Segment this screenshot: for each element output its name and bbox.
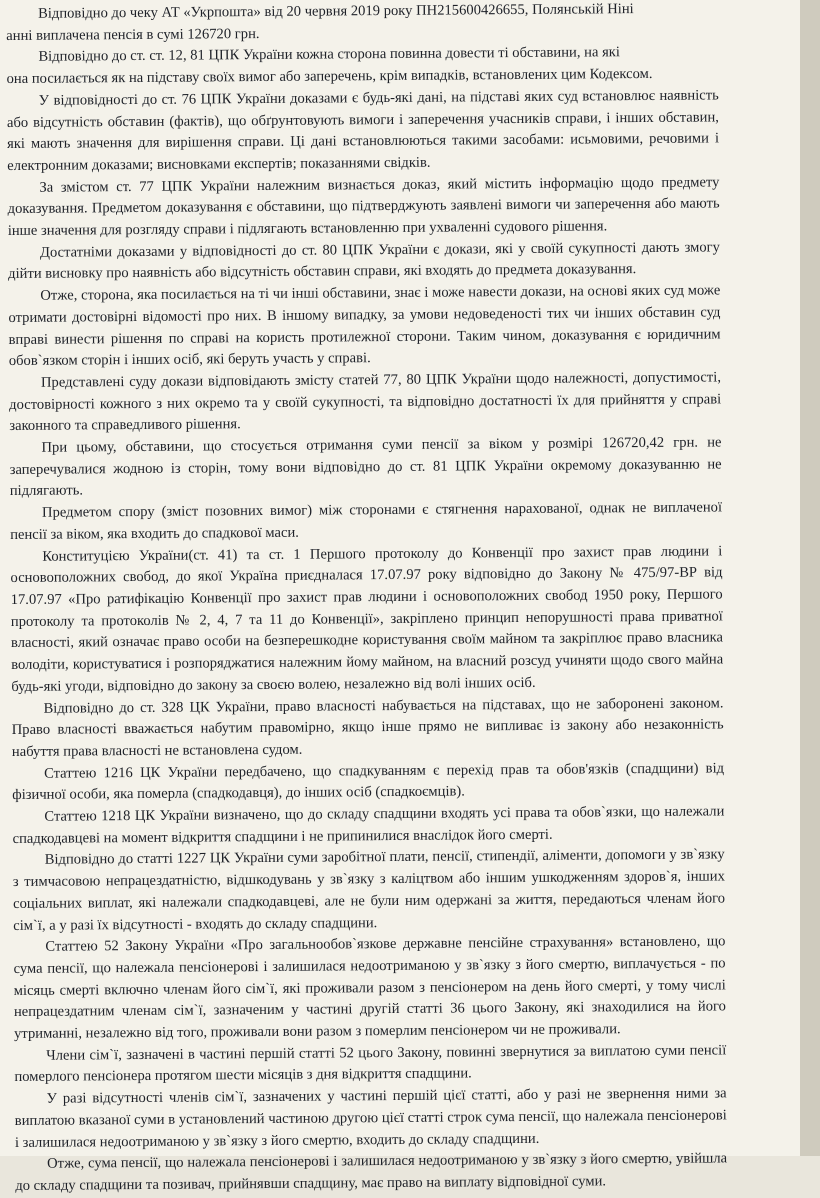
paragraph-absence-of-family: У разі відсутності членів сім`ї, зазначених у частині першій цієї статті, або у разі не звернення ними за виплатою вказаної суми в установлений частиною другою цієї статті строк сума пенсії, що належала пенсіонерові і залишилася недоотриманою у зв`язку з його смертю, входить до складу спадщини. [14, 1085, 727, 1151]
paragraph-undisputed-amount: При цьому, обставини, що стосується отримання суми пенсії за віком у розмірі 126720,42 грн. не заперечувалися жодною із сторін, тому вони відповідно до ст. 81 ЦПК України окремому доказуванню не підлягають. [9, 434, 722, 500]
paragraph-family-members-deadline: Члени сім`ї, зазначені в частині першій статті 52 цього Закону, повинні звернутися за виплатою суми пенсії померлого пенсіонера протягом шести місяців з дня відкриття спадщини. [14, 1042, 727, 1086]
paragraph-conclusion: Отже, сума пенсії, що належала пенсіонерові і залишилася недоотриманою у зв`язку з його смертю, увійшла до складу спадщини та позивач, прийнявши спадщину, має право на виплату відповідної суми. [15, 1150, 728, 1194]
paragraph-art-1216: Статтею 1216 ЦК України передбачено, що спадкуванням є перехід прав та обов'язків (спадщини) від фізичної особи, яка померла (спадкодавця), до інших осіб (спадкоємців). [12, 759, 725, 804]
paragraph-evidence-admissibility: Представлені суду докази відповідають змісту статей 77, 80 ЦПК України щодо належності, допустимості, достовірності кожного з них окремо та у своїй сукупності, та відповідно достатності їх для прийняття у справі законного та справедливого рішення. [9, 369, 722, 435]
scan-background-edge [800, 0, 820, 1156]
paragraph-art-1227: Відповідно до статті 1227 ЦК України суми заробітної плати, пенсії, стипендії, аліменти, допомоги у зв`язку з тимчасовою непрацездатністю, відшкодувань у зв`язку з каліцтвом або іншим ушкодженням здоров`я, інших соціальних виплат, які належали спадкодавцеві, але не були ним одержані за життя, передаються членам його сім`ї, а у разі їх відсутності - входять до складу спадщини. [12, 846, 726, 934]
document-body [6, 0, 727, 1198]
paragraph-property-rights-convention: Конституцією України(ст. 41) та ст. 1 Першого протоколу до Конвенції про захист прав людини і основоположних свобод, до якої Україна приєдналася 17.07.97 року відповідно до Закону № 475/97-ВР від 17.07.97 «Про ратифікацію Конвенції про захист прав людини і основоположних свобод 1950 року, Першого протоколу та протоколів № 2, 4, 7 та 11 до Конвенції», закріплено принцип непорушності права приватної власності, який означає право особи на безперешкодне користування своїм майном та закріплює право власника володіти, користуватися і розпоряджатися належним йому майном, на власний розсуд учиняти щодо свого майна будь-які угоди, відповідно до закону за своєю волею, незалежно від волі інших осіб. [10, 542, 724, 695]
paragraph-pension-paid: анні виплачена пенсія в сумі 126720 грн. [6, 25, 260, 44]
paragraph-subject-of-dispute: Предметом спору (зміст позовних вимог) між сторонами є стягнення нарахованої, однак не виплаченої пенсії за віком, яка входить до спадкової маси. [10, 499, 723, 543]
paragraph-art-76: У відповідності до ст. 76 ЦПК України доказами є будь-які дані, на підставі яких суд встановлює наявність або відсутність обставин (фактів), що обґрунтовують вимоги і заперечення учасників справи, і інших обставин, які мають значення для вирішення справи. Ці дані встановлюються такими засобами: исьмовими, речовими і електронним доказами; висновками експертів; показаннями свідків. [6, 87, 720, 174]
paragraph-art-328: Відповідно до ст. 328 ЦК України, право власності набувається на підставах, що не заборонені законом. Право власності вважається набутим правомірно, якщо інше прямо не випливає із закону або незаконність набуття права власності не встановлена судом. [11, 694, 724, 760]
paragraph-art-80: Достатніми доказами у відповідності до ст. 80 ЦПК України є докази, які у своїй сукупності дають змогу дійти висновку про наявність або відсутність обставин справи, які входять до предмета доказування. [8, 239, 720, 283]
paragraph-art-1218: Статтею 1218 ЦК України визначено, що до складу спадщини входять усі права та обов`язки, що належали спадкодавцеві на момент відкриття спадщини і не припинилися внаслідок його смерті. [12, 803, 725, 847]
paragraph-art-77: За змістом ст. 77 ЦПК України належним визнається доказ, який містить інформацію щодо предмету доказування. Предметом доказування є обставини, що підтверджують заявлені вимоги чи заперечення або мають інше значення для розгляду справи і підлягають встановленню при ухваленні судового рішення. [7, 174, 720, 240]
paragraph-law-art-52: Статтею 52 Закону України «Про загальнообов`язкове державне пенсійне страхування» встановлено, що сума пенсії, що належала пенсіонерові і залишилася недоотриманою у зв`язку з його смертю, виплачується - по місяць смерті включно членам його сім`ї, які проживали разом з пенсіонером на день його смерті, у тому числі непрацездатним членам сім`ї, зазначеним у частині другій статті 36 цього Закону, які знаходилися на його утриманні, незалежно від того, проживали вони разом з померлим пенсіонером чи не проживали. [13, 933, 726, 1043]
paragraph-burden-of-proof: Отже, сторона, яка посилається на ті чи інші обставини, знає і може навести докази, на основі яких суд може отримати достовірні відомості про них. В іншому випадку, за умови недоведеності тих чи інших обставин суд вправі винести рішення по справі на користь протилежної сторони. Таким чином, доказування є юридичним обов`язком сторін і інших осіб, які беруть участь у справі. [8, 282, 721, 370]
paragraph-check-reference: Відповідно до чеку АТ «Укрпошта» від 20 червня 2019 року ПН215600426655, Полянській Ніні [38, 1, 634, 22]
paragraph-art-12-81-cont: она посилається як на підставу своїх вимог або заперечень, крім випадків, встановлених цим Кодексом. [6, 66, 653, 88]
paragraph-art-12-81: Відповідно до ст. ст. 12, 81 ЦПК України кожна сторона повинна довести ті обставини, на які [38, 44, 620, 66]
